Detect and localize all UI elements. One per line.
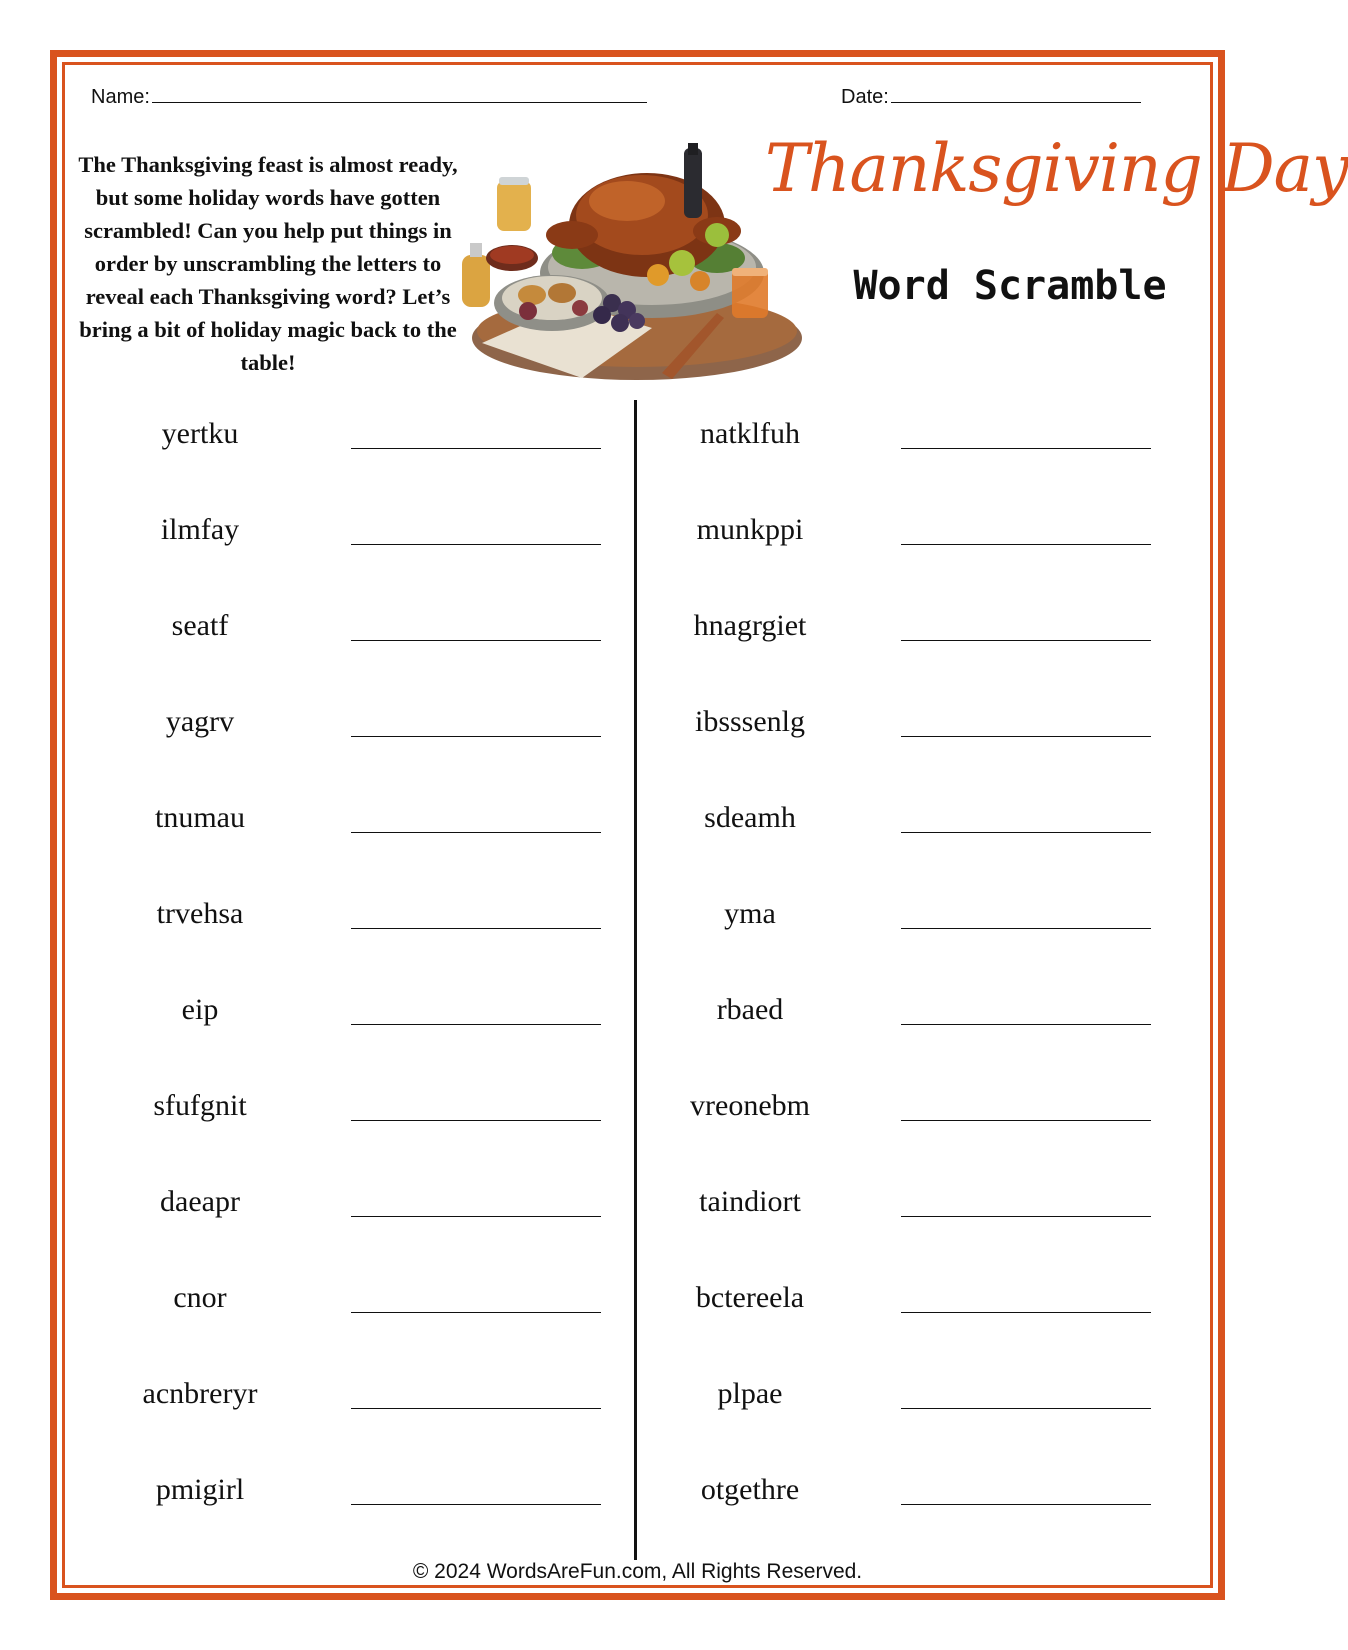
title-subtitle: Word Scramble: [853, 263, 1167, 309]
answer-line[interactable]: [351, 1216, 601, 1217]
scramble-row: [645, 400, 1165, 496]
name-field[interactable]: [91, 84, 647, 109]
scrambled-word: sfufgnit: [153, 1089, 247, 1122]
scrambled-word: cnor: [173, 1281, 227, 1314]
scramble-row: [645, 592, 1165, 688]
answer-line[interactable]: [901, 448, 1151, 449]
answer-line[interactable]: [901, 928, 1151, 929]
scramble-row: [95, 784, 615, 880]
scramble-row: [645, 688, 1165, 784]
scramble-row: [645, 1456, 1165, 1552]
name-blank-line[interactable]: [152, 84, 647, 103]
date-label: Date:: [841, 86, 889, 108]
scramble-row: [645, 1360, 1165, 1456]
scrambled-word: seatf: [171, 609, 229, 642]
scramble-row: [645, 880, 1165, 976]
scramble-row: [95, 1456, 615, 1552]
answer-line[interactable]: [351, 1312, 601, 1313]
scrambled-word: trvehsa: [156, 897, 244, 930]
scramble-row: [95, 880, 615, 976]
answer-line[interactable]: [901, 1504, 1151, 1505]
scramble-row: [645, 976, 1165, 1072]
scramble-row: [95, 976, 615, 1072]
answer-line[interactable]: [351, 1024, 601, 1025]
answer-line[interactable]: [351, 832, 601, 833]
intro-paragraph: The Thanksgiving feast is almost ready, but some holiday words have gotten scrambled! Can you help put things in order by unscrambling the letters to reveal each Thanksgiving word? Let’s bring a bit of holiday magic back to the table!: [78, 152, 458, 375]
scrambled-word: bctereela: [695, 1281, 805, 1314]
scrambled-word: pmigirl: [155, 1473, 245, 1506]
copyright-footer: © 2024 WordsAreFun.com, All Rights Reserved.: [412, 1560, 863, 1583]
answer-line[interactable]: [351, 736, 601, 737]
scramble-row: [95, 592, 615, 688]
scrambled-word: otgethre: [700, 1473, 800, 1506]
scrambled-word: yagrv: [165, 705, 235, 738]
scramble-row: [645, 1264, 1165, 1360]
answer-line[interactable]: [901, 544, 1151, 545]
answer-line[interactable]: [901, 736, 1151, 737]
scrambled-word: eip: [181, 993, 219, 1026]
scrambled-word: hnagrgiet: [693, 609, 807, 642]
scramble-row: [645, 1168, 1165, 1264]
answer-line[interactable]: [351, 1120, 601, 1121]
scramble-row: [95, 1360, 615, 1456]
scramble-row: [95, 1072, 615, 1168]
column-divider: [634, 400, 637, 1560]
scramble-row: [645, 1072, 1165, 1168]
date-field[interactable]: [841, 84, 1141, 109]
answer-line[interactable]: [351, 928, 601, 929]
answer-line[interactable]: [901, 640, 1151, 641]
answer-line[interactable]: [901, 1408, 1151, 1409]
scrambled-word: natklfuh: [700, 417, 800, 450]
scrambled-word: munkppi: [696, 513, 804, 546]
scrambled-word: plpae: [717, 1377, 783, 1410]
scrambled-word: ilmfay: [160, 513, 240, 546]
scrambled-word: vreonebm: [690, 1089, 810, 1122]
scrambled-word: yertku: [161, 417, 239, 450]
scrambled-word: tnumau: [155, 801, 245, 834]
answer-line[interactable]: [901, 832, 1151, 833]
answer-line[interactable]: [351, 448, 601, 449]
answer-line[interactable]: [351, 544, 601, 545]
scrambled-word: sdeamh: [704, 801, 796, 834]
title-script: Thanksgiving Day: [765, 130, 1348, 207]
answer-line[interactable]: [901, 1312, 1151, 1313]
scramble-row: [645, 784, 1165, 880]
scramble-row: [95, 400, 615, 496]
scrambled-word: taindiort: [699, 1185, 801, 1218]
answer-line[interactable]: [351, 640, 601, 641]
answer-line[interactable]: [351, 1408, 601, 1409]
scrambled-word: rbaed: [716, 993, 784, 1026]
date-blank-line[interactable]: [891, 84, 1141, 103]
scrambled-word: yma: [724, 897, 776, 930]
answer-line[interactable]: [351, 1504, 601, 1505]
answer-line[interactable]: [901, 1216, 1151, 1217]
scramble-row: [645, 496, 1165, 592]
scrambled-word: acnbreryr: [142, 1377, 258, 1410]
answer-line[interactable]: [901, 1024, 1151, 1025]
scramble-row: [95, 1168, 615, 1264]
scramble-column-left: [95, 400, 615, 1552]
scramble-column-right: [645, 400, 1165, 1552]
scramble-row: [95, 496, 615, 592]
name-label: Name:: [91, 86, 150, 108]
scramble-row: [95, 688, 615, 784]
scramble-row: [95, 1264, 615, 1360]
scrambled-word: ibsssenlg: [694, 705, 805, 738]
scrambled-word: daeapr: [160, 1185, 240, 1218]
answer-line[interactable]: [901, 1120, 1151, 1121]
